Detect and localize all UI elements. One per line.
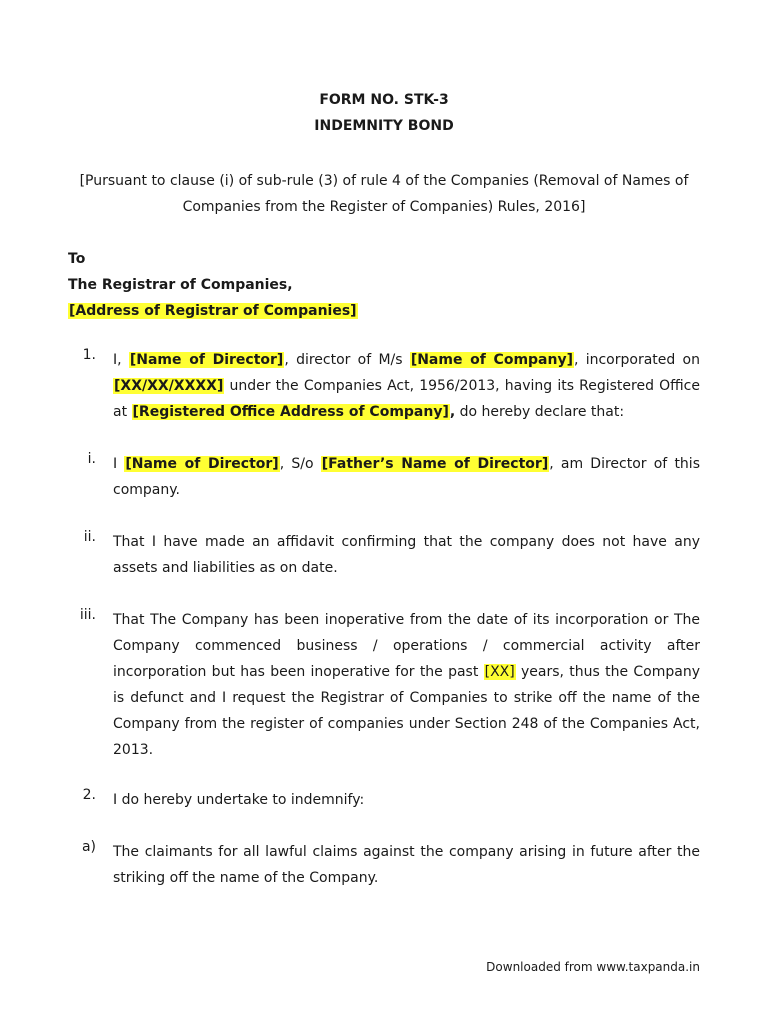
clause-number: i. <box>87 451 96 467</box>
preamble <box>68 168 700 220</box>
text-span: I <box>113 456 125 472</box>
text-span: , director of M/s <box>284 352 410 368</box>
registered-office-placeholder: [Registered Office Address of Company] <box>132 404 449 420</box>
text-span: That The Company has been inoperative from the date of its incorporation or The Company commenced business / operations / commercial activity after incorporation but has been inoperative for the past <box>113 612 700 680</box>
registrar-address-placeholder: [Address of Registrar of Companies] <box>69 303 357 319</box>
to-label: To <box>68 251 86 267</box>
clause-text <box>113 347 700 425</box>
clause-number: iii. <box>79 607 96 623</box>
clause-text <box>113 607 700 763</box>
incorporation-date-placeholder: [XX/XX/XXXX] <box>114 378 224 394</box>
clause-text <box>113 451 700 503</box>
company-name-placeholder: [Name of Company] <box>410 352 573 368</box>
text-span: , am Director of this company. <box>113 456 700 498</box>
years-placeholder: [XX] <box>484 664 515 680</box>
download-footer: Downloaded from www.taxpanda.in <box>486 960 700 974</box>
clause-number: 2. <box>82 787 96 803</box>
form-title-heading: INDEMNITY BOND <box>314 118 454 134</box>
text-span: years, thus the Company is defunct and I request the Registrar of Companies to strike off the name of the Company from the register of companies under Section 248 of the Companies Act, 2013. <box>113 664 700 758</box>
addressee-block <box>68 246 358 324</box>
text-span: , S/o <box>279 456 321 472</box>
preamble-line-1: [Pursuant to clause (i) of sub-rule (3) of rule 4 of the Companies (Removal of Names of <box>79 173 689 189</box>
text-span: , <box>449 404 456 420</box>
clause-number: a) <box>81 839 96 855</box>
text-span: under the Companies Act, 1956/2013, having its Registered Office at <box>113 378 700 420</box>
preamble-line-2: Companies from the Register of Companies) Rules, 2016] <box>182 199 586 215</box>
form-number-heading: FORM NO. STK-3 <box>319 92 449 108</box>
text-span: do hereby declare that: <box>455 404 625 420</box>
registrar-label: The Registrar of Companies, <box>68 277 293 293</box>
text-span: , incorporated on <box>574 352 700 368</box>
director-name-placeholder: [Name of Director] <box>125 456 279 472</box>
clause-number: ii. <box>83 529 96 545</box>
clause-text: I do hereby undertake to indemnify: <box>113 792 365 808</box>
director-name-placeholder: [Name of Director] <box>129 352 284 368</box>
clause-text: The claimants for all lawful claims against the company arising in future after the striking off the name of the Company. <box>113 844 700 886</box>
clause-text: That I have made an affidavit confirming that the company does not have any assets and liabilities as on date. <box>113 534 700 576</box>
clause-number: 1. <box>82 347 96 363</box>
text-span: I, <box>113 352 129 368</box>
father-name-placeholder: [Father’s Name of Director] <box>321 456 549 472</box>
